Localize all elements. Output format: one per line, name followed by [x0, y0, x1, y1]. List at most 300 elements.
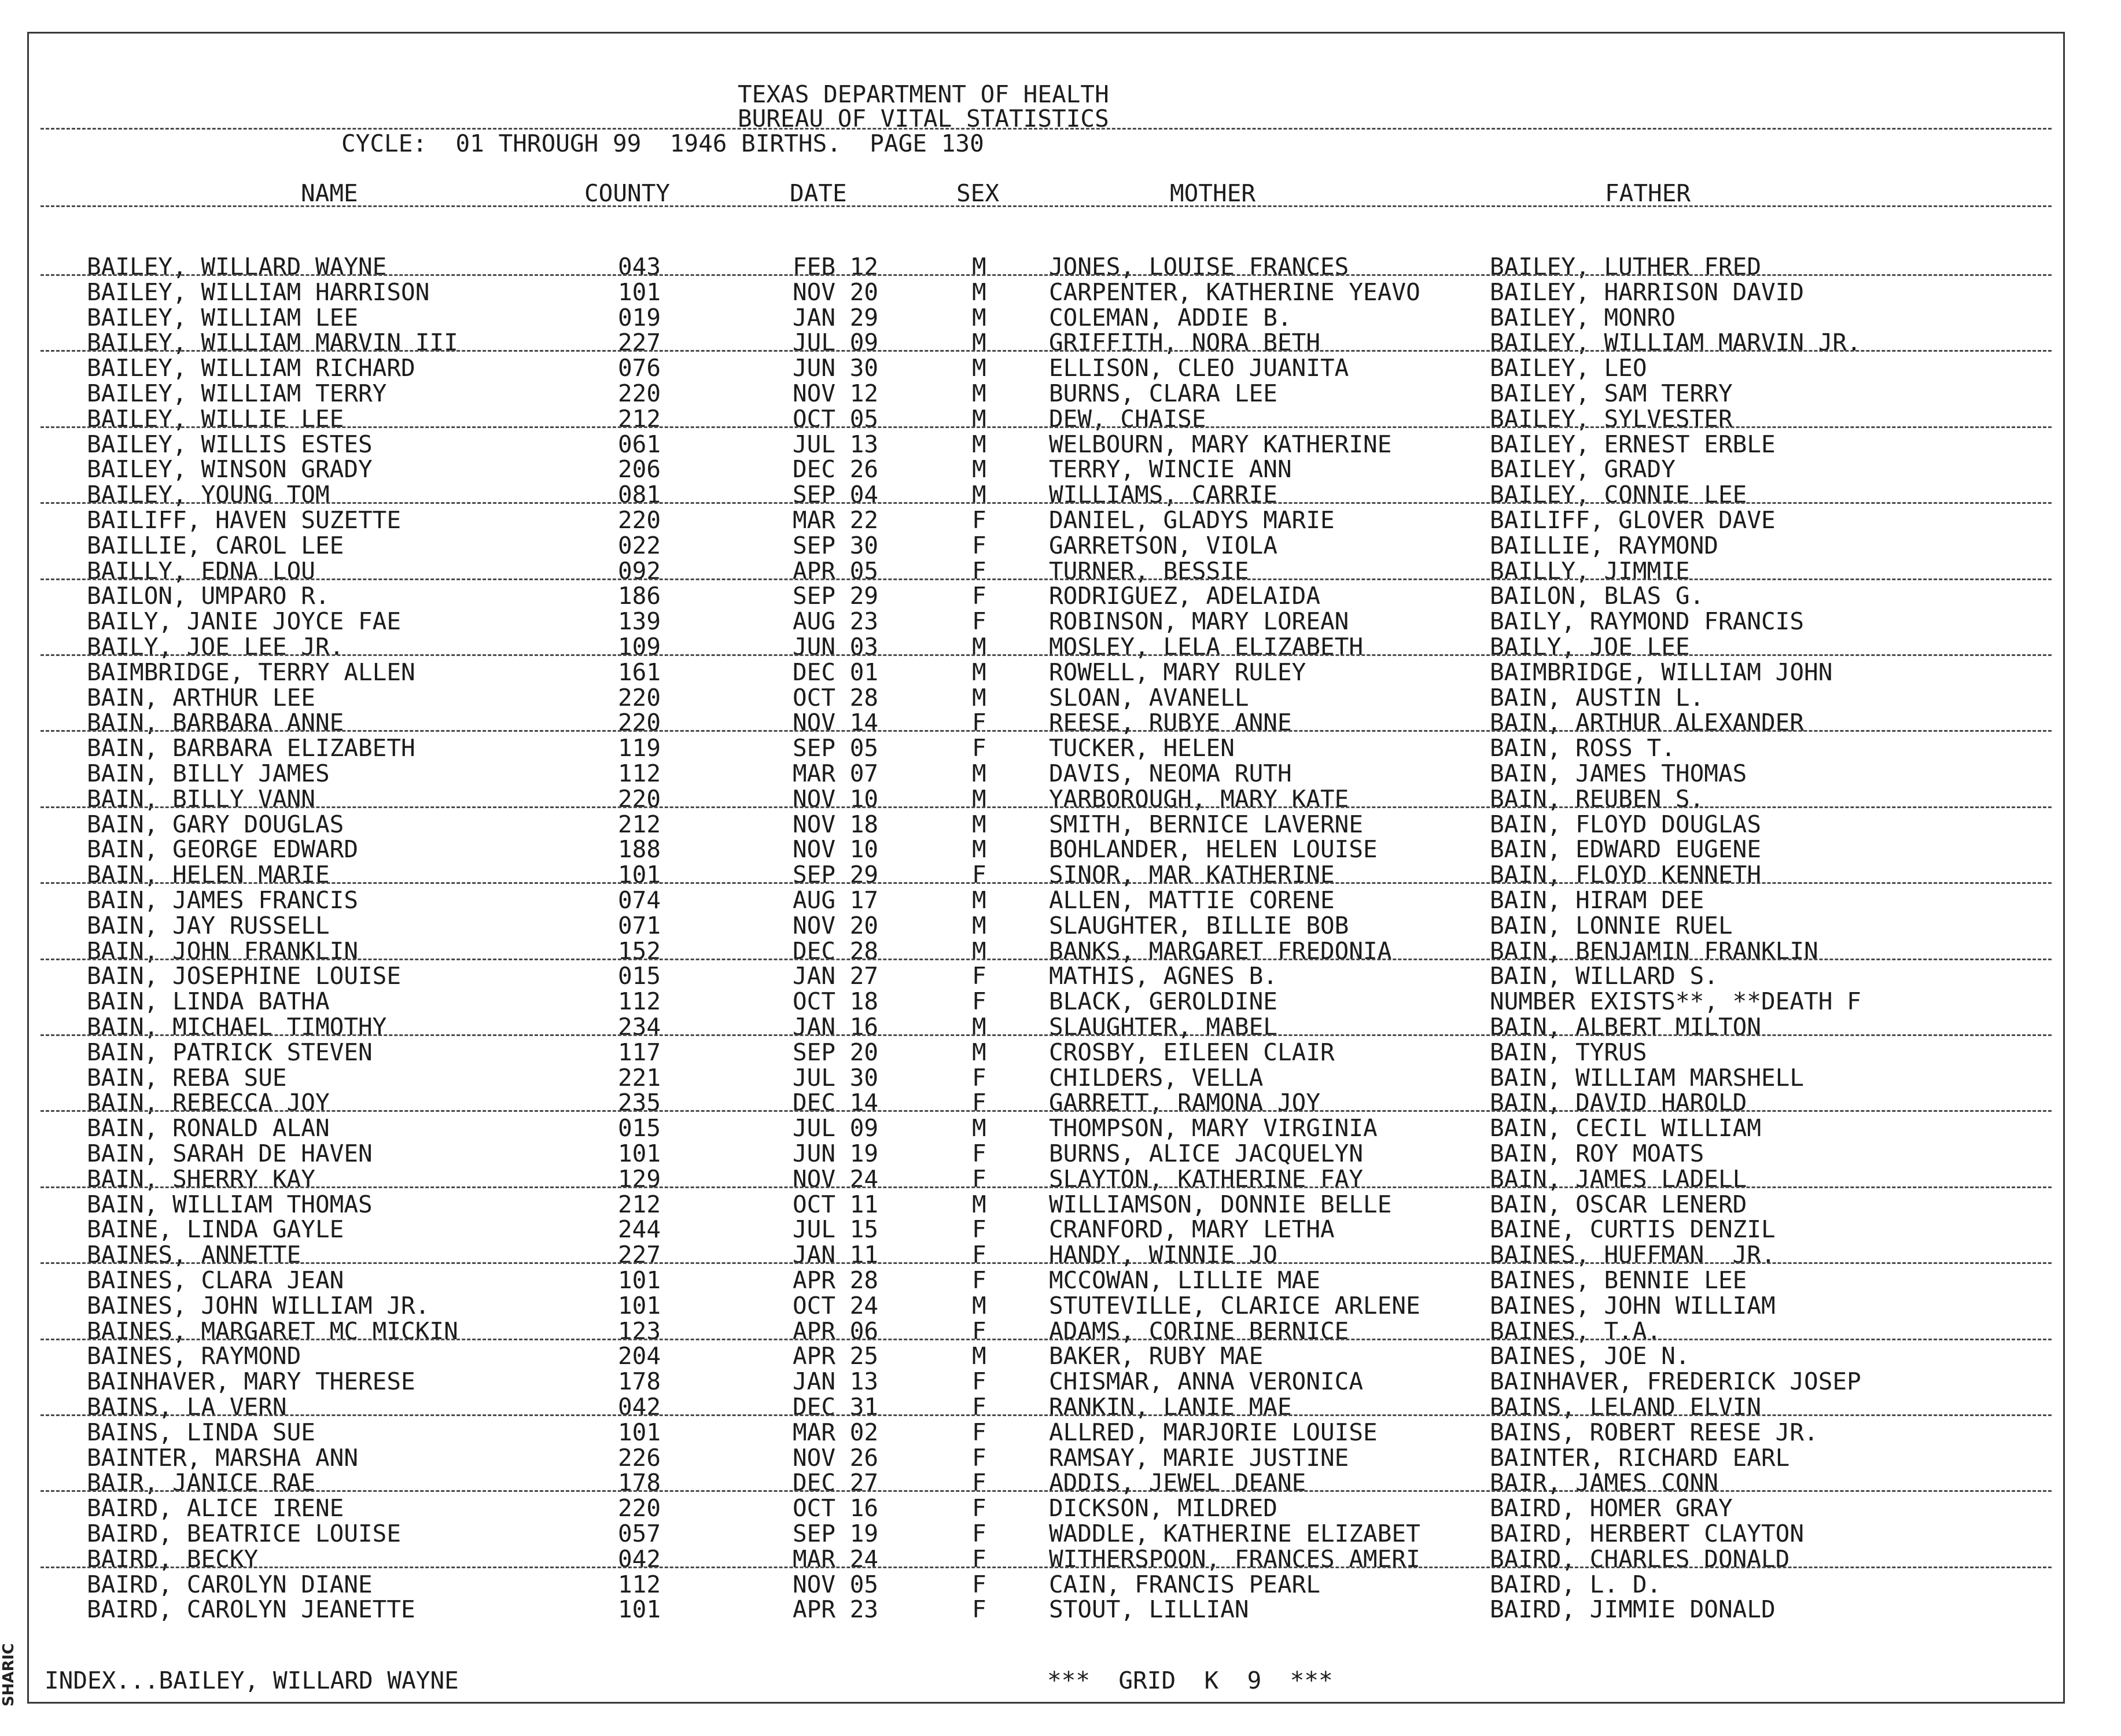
record-father: BAIMBRIDGE, WILLIAM JOHN [1490, 658, 1833, 686]
record-county: 015 [618, 1114, 661, 1142]
record-name: BAILY, JOE LEE JR. [87, 633, 344, 661]
record-county: 076 [618, 354, 661, 382]
record-father: BAINS, ROBERT REESE JR. [1490, 1418, 1818, 1446]
record-mother: GARRETSON, VIOLA [1049, 531, 1277, 559]
record-father: BAILEY, LEO [1490, 354, 1647, 382]
separator [40, 806, 2052, 808]
record-date: JUL 15 [793, 1215, 879, 1244]
record-date: AUG 17 [793, 886, 879, 914]
record-sex: M [972, 835, 986, 864]
record-sex: F [972, 1520, 986, 1547]
record-date: JUL 30 [793, 1063, 879, 1092]
record-date: SEP 30 [793, 531, 879, 559]
record-mother: ADAMS, CORINE BERNICE [1049, 1317, 1349, 1345]
record-sex: M [972, 633, 986, 661]
record-name: BAILEY, WILLIS ESTES [87, 430, 373, 458]
record-county: 042 [618, 1545, 661, 1573]
record-name: BAIRD, BEATRICE LOUISE [87, 1520, 402, 1547]
record-name: BAIN, REBECCA JOY [87, 1089, 330, 1117]
record-name: BAINHAVER, MARY THERESE [87, 1368, 415, 1396]
column-header-sex: SEX [956, 179, 1000, 207]
record-mother: SLAYTON, KATHERINE FAY [1049, 1164, 1364, 1193]
record-name: BAIN, REBA SUE [87, 1063, 287, 1092]
record-county: 061 [618, 430, 661, 458]
record-sex: M [972, 886, 986, 914]
record-father: BAILEY, SAM TERRY [1490, 379, 1733, 407]
record-county: 112 [618, 1570, 661, 1598]
record-mother: SINOR, MAR KATHERINE [1049, 861, 1335, 889]
record-mother: CHILDERS, VELLA [1049, 1063, 1264, 1092]
record-name: BAIN, HELEN MARIE [87, 861, 330, 889]
record-name: BAIN, BILLY VANN [87, 784, 315, 813]
record-county: 101 [618, 1418, 661, 1446]
record-sex: M [972, 1291, 986, 1319]
record-date: MAR 07 [793, 760, 879, 787]
record-county: 101 [618, 1140, 661, 1167]
record-father: BAILEY, GRADY [1490, 455, 1676, 484]
column-header-name: NAME [301, 179, 358, 207]
record-sex: M [972, 658, 986, 686]
record-sex: M [972, 1114, 986, 1142]
record-name: BAILY, JANIE JOYCE FAE [87, 607, 402, 636]
record-county: 220 [618, 683, 661, 712]
record-date: APR 06 [793, 1317, 879, 1345]
record-sex: M [972, 455, 986, 484]
record-father: BAIN, TYRUS [1490, 1038, 1647, 1066]
record-mother: WELBOURN, MARY KATHERINE [1049, 430, 1392, 458]
record-father: BAILEY, LUTHER FRED [1490, 253, 1761, 281]
record-father: BAIN, EDWARD EUGENE [1490, 835, 1761, 864]
record-father: BAIN, FLOYD DOUGLAS [1490, 810, 1761, 838]
record-date: APR 05 [793, 556, 879, 585]
record-county: 101 [618, 1266, 661, 1294]
record-sex: F [972, 1368, 986, 1396]
record-father: BAIN, WILLARD S. [1490, 962, 1718, 990]
record-father: BAIR, JAMES CONN [1490, 1469, 1718, 1497]
record-date: OCT 18 [793, 987, 879, 1016]
record-date: SEP 29 [793, 861, 879, 889]
record-date: SEP 29 [793, 582, 879, 610]
record-county: 101 [618, 1595, 661, 1624]
record-date: SEP 04 [793, 481, 879, 509]
record-date: OCT 24 [793, 1291, 879, 1319]
record-father: BAIN, DAVID HAROLD [1490, 1089, 1747, 1117]
record-name: BAILEY, WILLIAM TERRY [87, 379, 387, 407]
record-date: MAR 02 [793, 1418, 879, 1446]
record-sex: M [972, 404, 986, 433]
record-county: 220 [618, 506, 661, 534]
separator [40, 426, 2052, 428]
record-date: APR 23 [793, 1595, 879, 1624]
separator [40, 1414, 2052, 1416]
record-sex: M [972, 253, 986, 281]
record-date: JUN 19 [793, 1140, 879, 1167]
record-name: BAIN, GARY DOUGLAS [87, 810, 344, 838]
record-father: BAILEY, WILLIAM MARVIN JR. [1490, 329, 1861, 357]
record-date: OCT 16 [793, 1494, 879, 1523]
record-county: 129 [618, 1164, 661, 1193]
record-date: DEC 31 [793, 1393, 879, 1421]
department-title: TEXAS DEPARTMENT OF HEALTH [738, 80, 1109, 108]
record-sex: F [972, 1317, 986, 1345]
record-mother: SLAUGHTER, MABEL [1049, 1013, 1277, 1041]
record-name: BAIRD, BECKY [87, 1545, 259, 1573]
record-county: 112 [618, 987, 661, 1016]
separator [40, 274, 2052, 276]
record-father: BAIRD, CHARLES DONALD [1490, 1545, 1790, 1573]
bureau-title: BUREAU OF VITAL STATISTICS [738, 105, 1109, 132]
record-mother: GARRETT, RAMONA JOY [1049, 1089, 1320, 1117]
record-father: BAILEY, CONNIE LEE [1490, 481, 1747, 509]
record-date: MAR 22 [793, 506, 879, 534]
record-mother: STUTEVILLE, CLARICE ARLENE [1049, 1291, 1420, 1319]
record-sex: F [972, 582, 986, 610]
record-sex: F [972, 709, 986, 737]
record-name: BAIN, GEORGE EDWARD [87, 835, 358, 864]
separator [40, 959, 2052, 960]
separator [40, 502, 2052, 504]
side-label: SHARIC [0, 1643, 17, 1706]
record-county: 212 [618, 404, 661, 433]
record-mother: TURNER, BESSIE [1049, 556, 1249, 585]
record-county: 019 [618, 303, 661, 331]
record-mother: BLACK, GEROLDINE [1049, 987, 1277, 1016]
record-name: BAILIFF, HAVEN SUZETTE [87, 506, 402, 534]
record-name: BAIN, MICHAEL TIMOTHY [87, 1013, 387, 1041]
record-sex: M [972, 481, 986, 509]
record-sex: M [972, 1013, 986, 1041]
record-sex: F [972, 531, 986, 559]
record-sex: F [972, 861, 986, 889]
record-mother: SMITH, BERNICE LAVERNE [1049, 810, 1364, 838]
record-sex: F [972, 556, 986, 585]
record-father: BAILLY, JIMMIE [1490, 556, 1690, 585]
record-father: BAILIFF, GLOVER DAVE [1490, 506, 1776, 534]
separator [40, 1490, 2052, 1492]
record-sex: F [972, 1063, 986, 1092]
record-date: NOV 20 [793, 911, 879, 939]
record-county: 220 [618, 379, 661, 407]
record-father: BAIRD, L. D. [1490, 1570, 1662, 1598]
record-county: 220 [618, 1494, 661, 1523]
record-mother: ALLEN, MATTIE CORENE [1049, 886, 1335, 914]
record-mother: BANKS, MARGARET FREDONIA [1049, 937, 1392, 965]
record-date: DEC 26 [793, 455, 879, 484]
record-father: BAIN, ALBERT MILTON [1490, 1013, 1761, 1041]
record-county: 139 [618, 607, 661, 636]
record-mother: BURNS, ALICE JACQUELYN [1049, 1140, 1364, 1167]
record-county: 109 [618, 633, 661, 661]
record-county: 074 [618, 886, 661, 914]
record-county: 212 [618, 1190, 661, 1218]
record-sex: F [972, 734, 986, 762]
record-mother: DEW, CHAISE [1049, 404, 1206, 433]
record-date: NOV 18 [793, 810, 879, 838]
record-father: BAILON, BLAS G. [1490, 582, 1704, 610]
record-name: BAIN, RONALD ALAN [87, 1114, 330, 1142]
record-date: SEP 19 [793, 1520, 879, 1547]
record-county: 022 [618, 531, 661, 559]
record-name: BAINE, LINDA GAYLE [87, 1215, 344, 1244]
record-date: NOV 10 [793, 784, 879, 813]
record-sex: M [972, 937, 986, 965]
record-name: BAIN, ARTHUR LEE [87, 683, 315, 712]
record-name: BAILEY, WILLIAM MARVIN III [87, 329, 458, 357]
record-county: 119 [618, 734, 661, 762]
record-name: BAILLIE, CAROL LEE [87, 531, 344, 559]
record-mother: ROWELL, MARY RULEY [1049, 658, 1306, 686]
record-date: JUL 13 [793, 430, 879, 458]
record-sex: F [972, 987, 986, 1016]
record-mother: MATHIS, AGNES B. [1049, 962, 1277, 990]
record-mother: BOHLANDER, HELEN LOUISE [1049, 835, 1378, 864]
record-sex: M [972, 379, 986, 407]
record-mother: DAVIS, NEOMA RUTH [1049, 760, 1292, 787]
record-date: AUG 23 [793, 607, 879, 636]
record-father: BAINE, CURTIS DENZIL [1490, 1215, 1776, 1244]
record-father: BAIN, ROY MOATS [1490, 1140, 1704, 1167]
record-sex: F [972, 1469, 986, 1497]
record-sex: M [972, 430, 986, 458]
record-county: 071 [618, 911, 661, 939]
record-sex: M [972, 1038, 986, 1066]
record-mother: GRIFFITH, NORA BETH [1049, 329, 1320, 357]
record-sex: F [972, 1164, 986, 1193]
record-county: 178 [618, 1469, 661, 1497]
record-name: BAINES, CLARA JEAN [87, 1266, 344, 1294]
record-mother: RAMSAY, MARIE JUSTINE [1049, 1443, 1349, 1472]
record-father: BAIN, BENJAMIN FRANKLIN [1490, 937, 1818, 965]
record-mother: ALLRED, MARJORIE LOUISE [1049, 1418, 1378, 1446]
record-mother: CHISMAR, ANNA VERONICA [1049, 1368, 1364, 1396]
record-county: 227 [618, 1241, 661, 1269]
record-county: 234 [618, 1013, 661, 1041]
record-mother: WADDLE, KATHERINE ELIZABET [1049, 1520, 1420, 1547]
record-name: BAIN, SARAH DE HAVEN [87, 1140, 373, 1167]
record-sex: F [972, 1140, 986, 1167]
record-county: 244 [618, 1215, 661, 1244]
record-father: BAIN, JAMES LADELL [1490, 1164, 1747, 1193]
record-mother: REESE, RUBYE ANNE [1049, 709, 1292, 737]
record-name: BAINES, ANNETTE [87, 1241, 301, 1269]
record-sex: M [972, 683, 986, 712]
record-sex: M [972, 278, 986, 306]
record-date: NOV 05 [793, 1570, 879, 1598]
record-name: BAINES, MARGARET MC MICKIN [87, 1317, 458, 1345]
birth-index-sheet [27, 32, 2065, 1704]
record-county: 101 [618, 278, 661, 306]
record-county: 206 [618, 455, 661, 484]
record-sex: F [972, 1494, 986, 1523]
record-mother: RODRIGUEZ, ADELAIDA [1049, 582, 1320, 610]
record-sex: F [972, 607, 986, 636]
record-name: BAIN, WILLIAM THOMAS [87, 1190, 373, 1218]
separator [40, 1110, 2052, 1112]
record-county: 220 [618, 709, 661, 737]
record-county: 221 [618, 1063, 661, 1092]
record-father: BAIRD, HOMER GRAY [1490, 1494, 1733, 1523]
record-sex: M [972, 1190, 986, 1218]
record-mother: BURNS, CLARA LEE [1049, 379, 1277, 407]
record-mother: CAIN, FRANCIS PEARL [1049, 1570, 1320, 1598]
record-name: BAIRD, CAROLYN JEANETTE [87, 1595, 415, 1624]
record-county: 161 [618, 658, 661, 686]
record-father: BAIN, ROSS T. [1490, 734, 1676, 762]
record-date: FEB 12 [793, 253, 879, 281]
record-county: 204 [618, 1342, 661, 1370]
record-date: SEP 20 [793, 1038, 879, 1066]
separator [40, 882, 2052, 884]
record-date: APR 25 [793, 1342, 879, 1370]
record-name: BAILEY, WILLIAM RICHARD [87, 354, 415, 382]
record-father: BAINES, JOHN WILLIAM [1490, 1291, 1776, 1319]
record-father: BAIN, CECIL WILLIAM [1490, 1114, 1761, 1142]
record-name: BAINTER, MARSHA ANN [87, 1443, 358, 1472]
record-sex: M [972, 784, 986, 813]
record-date: NOV 20 [793, 278, 879, 306]
record-father: BAIRD, JIMMIE DONALD [1490, 1595, 1776, 1624]
record-father: BAIN, REUBEN S. [1490, 784, 1704, 813]
record-name: BAIN, BARBARA ELIZABETH [87, 734, 415, 762]
record-date: JUN 03 [793, 633, 879, 661]
record-mother: CROSBY, EILEEN CLAIR [1049, 1038, 1335, 1066]
record-county: 042 [618, 1393, 661, 1421]
record-father: BAILEY, SYLVESTER [1490, 404, 1733, 433]
record-name: BAILEY, WILLIAM HARRISON [87, 278, 430, 306]
record-mother: HANDY, WINNIE JO [1049, 1241, 1277, 1269]
record-sex: F [972, 1418, 986, 1446]
record-county: 123 [618, 1317, 661, 1345]
record-name: BAIN, SHERRY KAY [87, 1164, 315, 1193]
record-father: BAIRD, HERBERT CLAYTON [1490, 1520, 1805, 1547]
record-name: BAIN, JOHN FRANKLIN [87, 937, 358, 965]
record-mother: WILLIAMS, CARRIE [1049, 481, 1277, 509]
record-sex: M [972, 760, 986, 787]
record-father: BAILY, RAYMOND FRANCIS [1490, 607, 1805, 636]
column-header-mother: MOTHER [1170, 179, 1256, 207]
record-date: JUL 09 [793, 329, 879, 357]
record-county: 117 [618, 1038, 661, 1066]
record-date: DEC 14 [793, 1089, 879, 1117]
record-mother: YARBOROUGH, MARY KATE [1049, 784, 1349, 813]
record-father: NUMBER EXISTS**, **DEATH F [1490, 987, 1861, 1016]
record-name: BAILON, UMPARO R. [87, 582, 330, 610]
record-date: JAN 11 [793, 1241, 879, 1269]
record-county: 226 [618, 1443, 661, 1472]
column-header-county: COUNTY [584, 179, 671, 207]
record-mother: CARPENTER, KATHERINE YEAVO [1049, 278, 1420, 306]
record-father: BAIN, FLOYD KENNETH [1490, 861, 1761, 889]
record-mother: MCCOWAN, LILLIE MAE [1049, 1266, 1320, 1294]
record-county: 081 [618, 481, 661, 509]
record-father: BAIN, LONNIE RUEL [1490, 911, 1733, 939]
record-county: 186 [618, 582, 661, 610]
record-mother: ELLISON, CLEO JUANITA [1049, 354, 1349, 382]
record-mother: SLAUGHTER, BILLIE BOB [1049, 911, 1349, 939]
record-name: BAIMBRIDGE, TERRY ALLEN [87, 658, 415, 686]
record-sex: F [972, 1595, 986, 1624]
record-name: BAIR, JANICE RAE [87, 1469, 315, 1497]
record-date: NOV 12 [793, 379, 879, 407]
record-county: 227 [618, 329, 661, 357]
record-date: DEC 01 [793, 658, 879, 686]
separator [40, 1262, 2052, 1264]
record-date: JUL 09 [793, 1114, 879, 1142]
record-sex: M [972, 329, 986, 357]
record-mother: CRANFORD, MARY LETHA [1049, 1215, 1335, 1244]
record-county: 101 [618, 861, 661, 889]
record-name: BAILEY, WINSON GRADY [87, 455, 373, 484]
record-sex: F [972, 1570, 986, 1598]
record-name: BAIRD, ALICE IRENE [87, 1494, 344, 1523]
index-footer: INDEX...BAILEY, WILLARD WAYNE [45, 1667, 459, 1694]
record-date: JAN 27 [793, 962, 879, 990]
record-father: BAIN, WILLIAM MARSHELL [1490, 1063, 1805, 1092]
record-date: DEC 28 [793, 937, 879, 965]
record-date: JAN 29 [793, 303, 879, 331]
record-mother: RANKIN, LANIE MAE [1049, 1393, 1292, 1421]
record-date: NOV 24 [793, 1164, 879, 1193]
record-date: MAR 24 [793, 1545, 879, 1573]
separator [40, 1034, 2052, 1036]
record-name: BAIN, PATRICK STEVEN [87, 1038, 373, 1066]
record-sex: M [972, 1342, 986, 1370]
record-name: BAILEY, WILLIE LEE [87, 404, 344, 433]
record-father: BAINTER, RICHARD EARL [1490, 1443, 1790, 1472]
column-header-date: DATE [790, 179, 847, 207]
record-name: BAILLY, EDNA LOU [87, 556, 315, 585]
record-father: BAINES, BENNIE LEE [1490, 1266, 1747, 1294]
record-father: BAINS, LELAND ELVIN [1490, 1393, 1761, 1421]
record-sex: M [972, 303, 986, 331]
record-county: 092 [618, 556, 661, 585]
record-mother: DICKSON, MILDRED [1049, 1494, 1277, 1523]
record-county: 235 [618, 1089, 661, 1117]
record-sex: F [972, 506, 986, 534]
record-county: 112 [618, 760, 661, 787]
record-mother: WITHERSPOON, FRANCES AMERI [1049, 1545, 1420, 1573]
record-county: 043 [618, 253, 661, 281]
separator [40, 205, 2052, 207]
record-sex: F [972, 1215, 986, 1244]
column-header-father: FATHER [1605, 179, 1691, 207]
record-date: SEP 05 [793, 734, 879, 762]
record-father: BAIN, AUSTIN L. [1490, 683, 1704, 712]
record-county: 220 [618, 784, 661, 813]
record-mother: TERRY, WINCIE ANN [1049, 455, 1292, 484]
record-date: JAN 13 [793, 1368, 879, 1396]
record-county: 212 [618, 810, 661, 838]
separator [40, 578, 2052, 580]
record-mother: DANIEL, GLADYS MARIE [1049, 506, 1335, 534]
record-county: 188 [618, 835, 661, 864]
record-name: BAIN, JOSEPHINE LOUISE [87, 962, 402, 990]
record-county: 101 [618, 1291, 661, 1319]
record-father: BAILEY, ERNEST ERBLE [1490, 430, 1776, 458]
record-mother: ADDIS, JEWEL DEANE [1049, 1469, 1306, 1497]
separator [40, 1339, 2052, 1340]
record-father: BAINES, HUFFMAN JR. [1490, 1241, 1776, 1269]
record-sex: F [972, 1241, 986, 1269]
record-sex: M [972, 354, 986, 382]
record-father: BAINHAVER, FREDERICK JOSEP [1490, 1368, 1861, 1396]
separator [40, 730, 2052, 732]
record-father: BAILEY, HARRISON DAVID [1490, 278, 1805, 306]
record-mother: BAKER, RUBY MAE [1049, 1342, 1264, 1370]
record-sex: F [972, 1443, 986, 1472]
record-name: BAINS, LA VERN [87, 1393, 287, 1421]
record-name: BAIRD, CAROLYN DIANE [87, 1570, 373, 1598]
